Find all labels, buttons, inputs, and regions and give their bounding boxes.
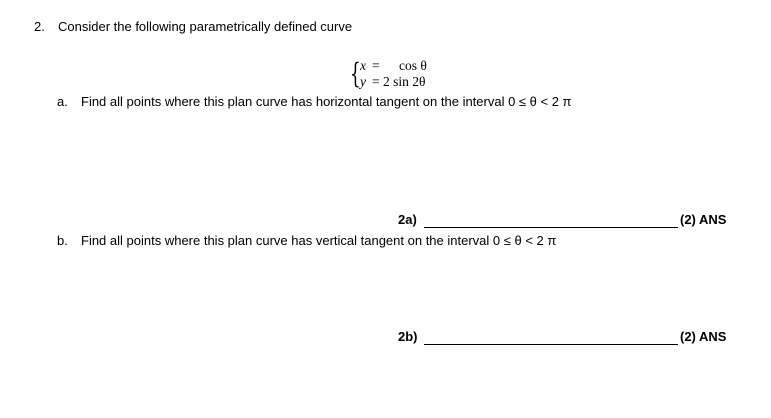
x-variable: x [360,58,366,73]
part-a-answer-label: 2a) [398,212,417,227]
part-a-label: a. [57,94,68,109]
part-a-points: (2) ANS [680,212,727,227]
part-b-answer-label: 2b) [398,329,418,344]
x-equals: = [372,58,380,73]
question-prompt: Consider the following parametrically defined curve [58,19,353,34]
left-brace-icon: { [350,57,361,90]
equation-system [350,58,470,94]
part-b-label: b. [57,233,68,248]
part-b-answer-line[interactable] [424,344,678,345]
part-a-answer-line[interactable] [424,227,678,228]
y-variable: y [360,74,366,89]
question-number: 2. [34,19,45,34]
part-b-text: Find all points where this plan curve has vertical tangent on the interval 0 ≤ θ < 2 π [81,233,557,248]
y-expression: = 2 sin 2θ [372,74,426,89]
part-a-text: Find all points where this plan curve has horizontal tangent on the interval 0 ≤ θ < 2 π [81,94,572,109]
x-expression: cos θ [399,58,427,73]
part-b-points: (2) ANS [680,329,727,344]
